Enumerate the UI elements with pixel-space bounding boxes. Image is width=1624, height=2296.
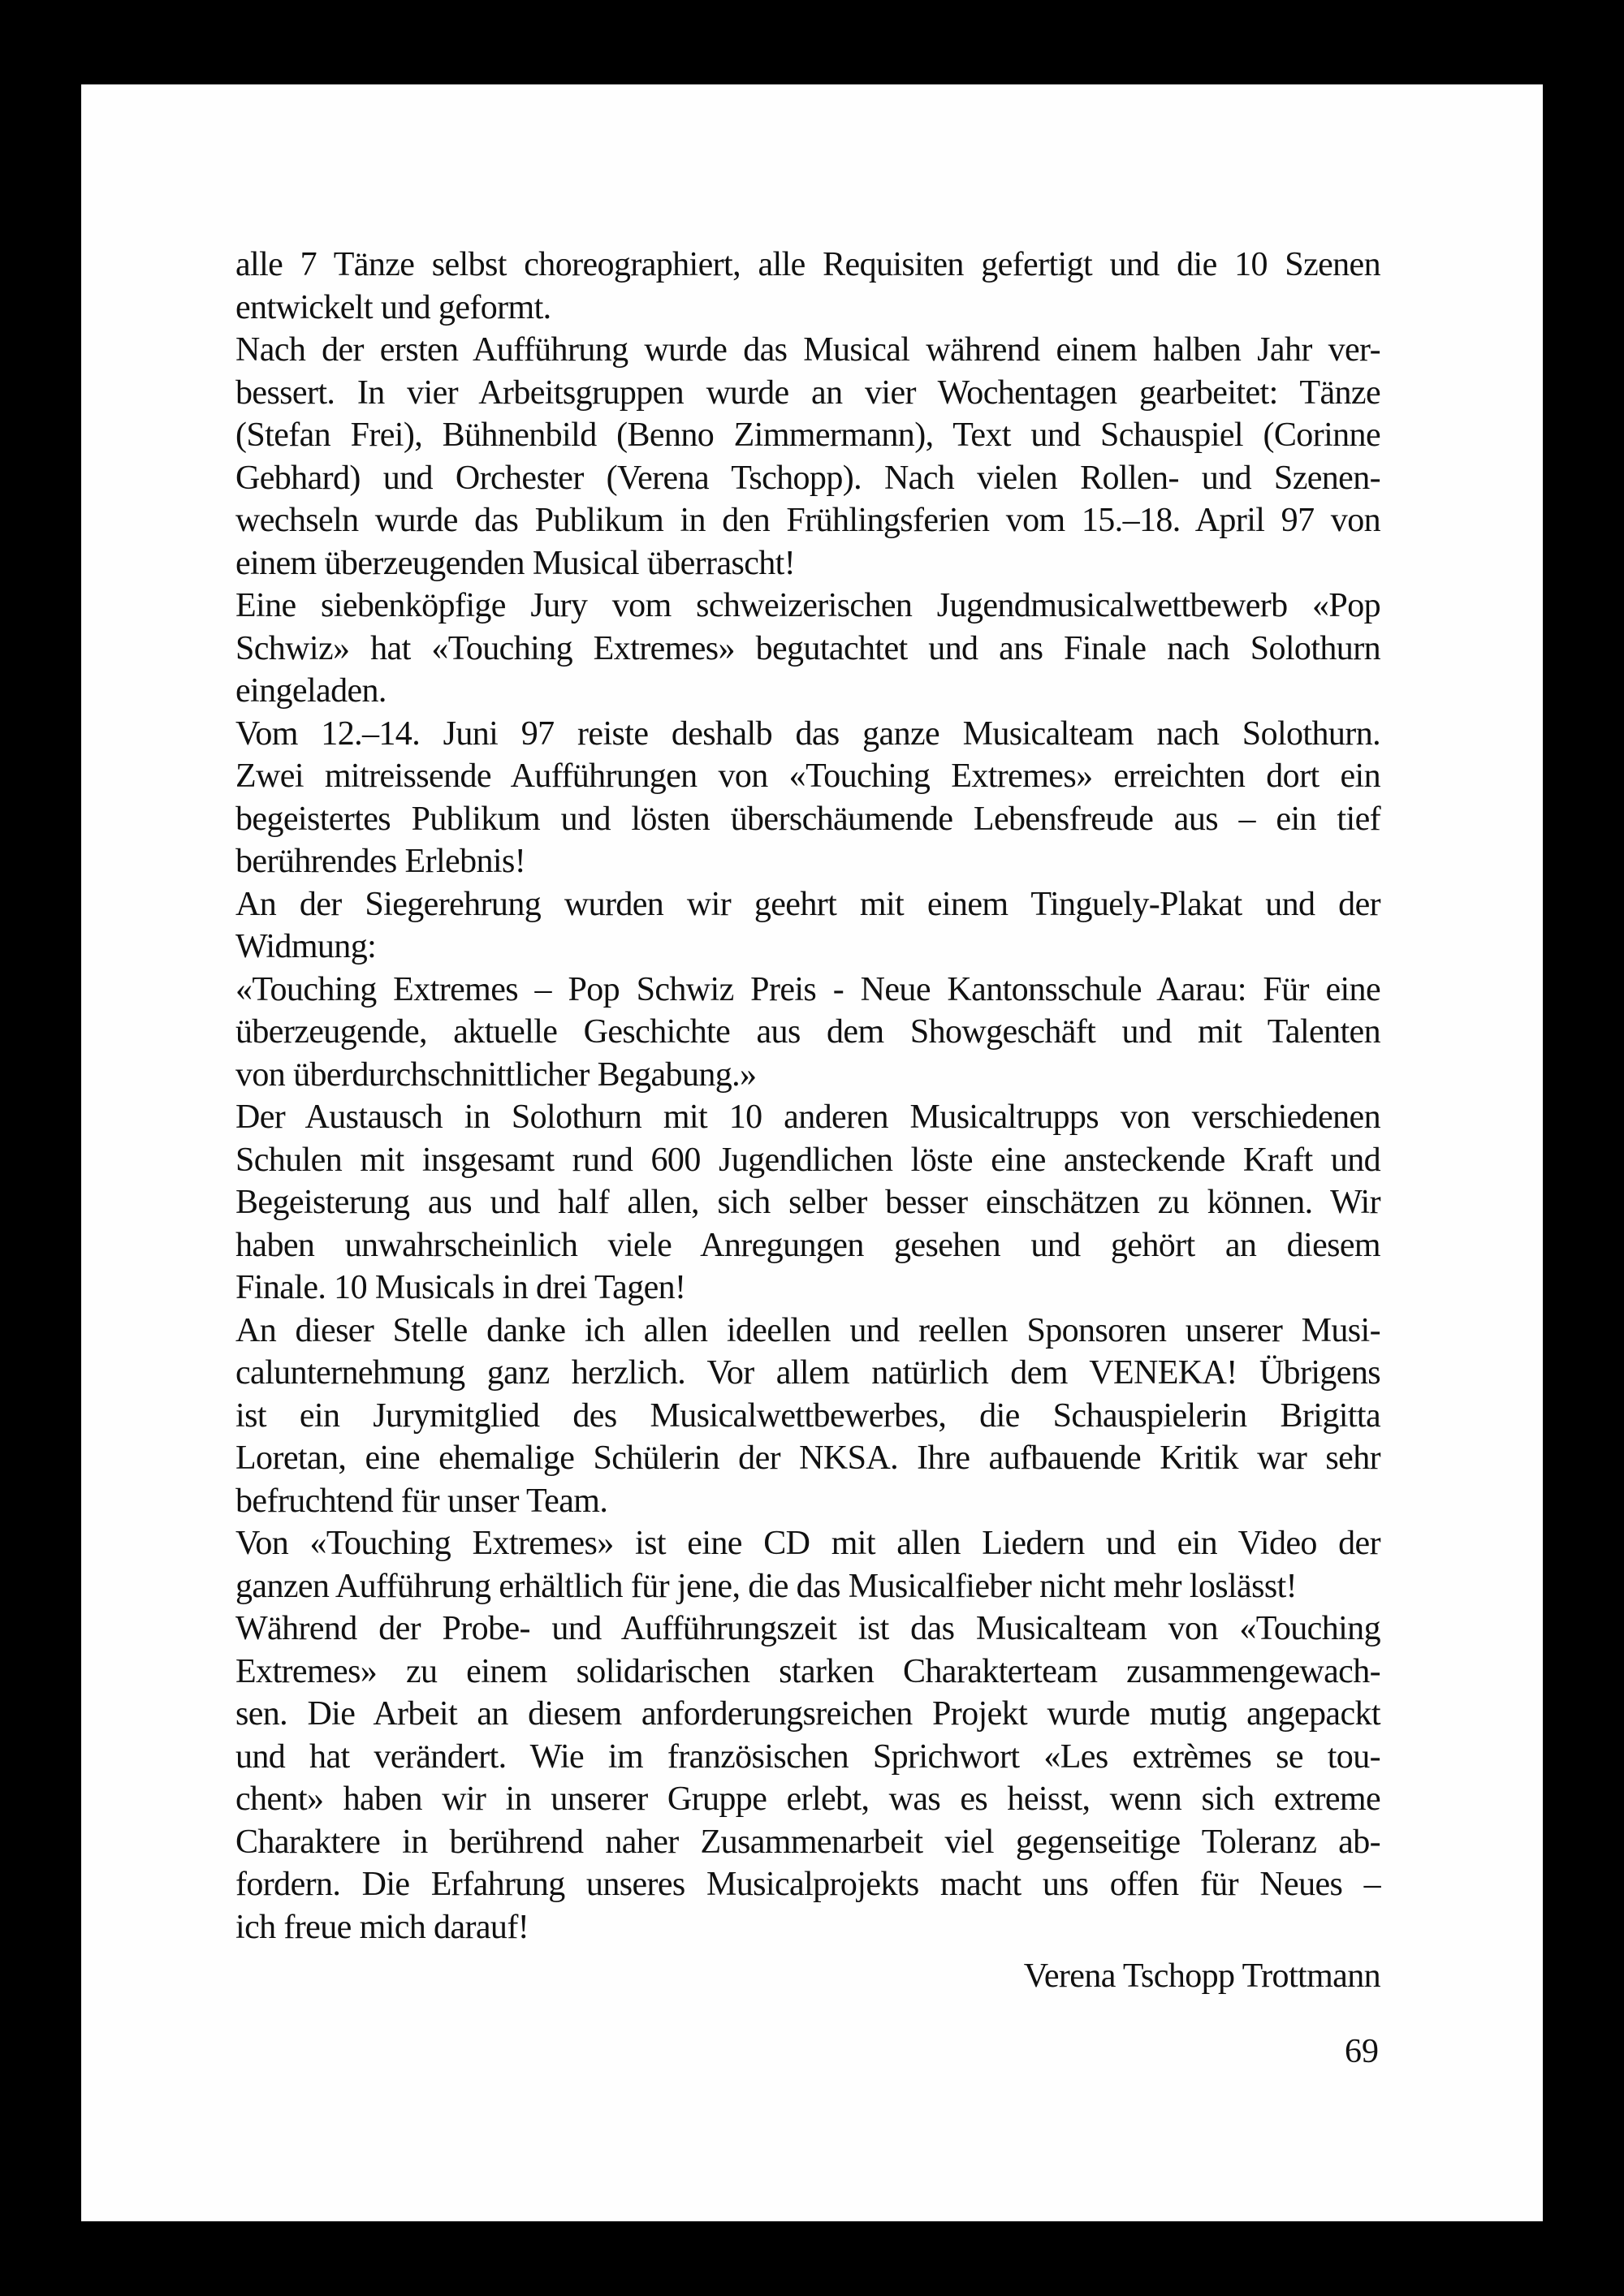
text-line: begeistertes Publikum und lösten überschäumende Lebensfreude aus – ein tief bbox=[235, 800, 1380, 838]
text-line: Zwei mitreissende Aufführungen von «Touching Extremes» erreichten dort ein bbox=[235, 757, 1380, 795]
text-line: Gebhard) und Orchester (Verena Tschopp). Nach vielen Rollen- und Szenen- bbox=[235, 459, 1380, 497]
text-line: von überdurchschnittlicher Begabung.» bbox=[235, 1055, 757, 1094]
text-line: sen. Die Arbeit an diesem anforderungsreichen Projekt wurde mutig angepackt bbox=[235, 1695, 1380, 1733]
paragraph bbox=[235, 244, 1380, 329]
paragraph bbox=[235, 969, 1380, 1097]
text-line: Von «Touching Extremes» ist eine CD mit allen Liedern und ein Video der bbox=[235, 1525, 1380, 1562]
text-line: wechseln wurde das Publikum in den Frühlingsferien vom 15.–18. April 97 von bbox=[235, 502, 1380, 539]
text-line: Begeisterung aus und half allen, sich selber besser einschätzen zu können. Wir bbox=[235, 1184, 1380, 1221]
text-line: einem überzeugenden Musical überrascht! bbox=[235, 544, 796, 582]
text-line: Finale. 10 Musicals in drei Tagen! bbox=[235, 1269, 686, 1306]
text-line: alle 7 Tänze selbst choreographiert, alle Requisiten gefertigt und die 10 Szenen bbox=[235, 246, 1380, 283]
text-line: ich freue mich darauf! bbox=[235, 1908, 529, 1946]
paragraph bbox=[235, 585, 1380, 713]
text-line: eingeladen. bbox=[235, 672, 387, 710]
text-line: Der Austausch in Solothurn mit 10 anderen Musicaltrupps von verschiedenen bbox=[235, 1098, 1380, 1136]
text-line: befruchtend für unser Team. bbox=[235, 1482, 608, 1520]
text-line: ist ein Jurymitglied des Musicalwettbewerbes, die Schauspielerin Brigitta bbox=[235, 1396, 1380, 1435]
text-line: berührendes Erlebnis! bbox=[235, 843, 526, 880]
text-line: Loretan, eine ehemalige Schülerin der NKSA. Ihre aufbauende Kritik war sehr bbox=[235, 1439, 1380, 1477]
text-line: An dieser Stelle danke ich allen ideellen und reellen Sponsoren unserer Musi- bbox=[235, 1311, 1380, 1349]
text-line: calunternehmung ganz herzlich. Vor allem natürlich dem VENEKA! Übrigens bbox=[235, 1354, 1380, 1392]
page-number: 69 bbox=[1345, 2033, 1379, 2070]
paragraph bbox=[235, 1608, 1380, 1949]
body-text bbox=[235, 244, 1380, 1949]
text-line: (Stefan Frei), Bühnenbild (Benno Zimmermann), Text und Schauspiel (Corinne bbox=[235, 416, 1380, 454]
text-line: An der Siegerehrung wurden wir geehrt mit einem Tinguely-Plakat und der bbox=[235, 885, 1380, 923]
text-line: Schwiz» hat «Touching Extremes» begutachtet und ans Finale nach Solothurn bbox=[235, 629, 1380, 667]
text-line: Widmung: bbox=[235, 928, 377, 965]
paragraph bbox=[235, 713, 1380, 883]
paragraph bbox=[235, 1310, 1380, 1523]
text-line: Während der Probe- und Aufführungszeit ist das Musicalteam von «Touching bbox=[235, 1610, 1380, 1647]
text-line: Extremes» zu einem solidarischen starken Charakterteam zusammengewach- bbox=[235, 1652, 1380, 1690]
text-line: ganzen Aufführung erhältlich für jene, die das Musicalfieber nicht mehr loslässt! bbox=[235, 1567, 1298, 1605]
text-line: Nach der ersten Aufführung wurde das Musical während einem halben Jahr ver- bbox=[235, 331, 1380, 369]
paragraph bbox=[235, 1522, 1380, 1608]
text-line: überzeugende, aktuelle Geschichte aus dem Showgeschäft und mit Talenten bbox=[235, 1013, 1380, 1051]
text-line: Charaktere in berührend naher Zusammenarbeit viel gegenseitige Toleranz ab- bbox=[235, 1823, 1380, 1861]
text-line: Vom 12.–14. Juni 97 reiste deshalb das ganze Musicalteam nach Solothurn. bbox=[235, 714, 1380, 753]
text-line: chent» haben wir in unserer Gruppe erlebt, was es heisst, wenn sich extreme bbox=[235, 1780, 1380, 1818]
text-line: entwickelt und geformt. bbox=[235, 288, 551, 326]
text-line: haben unwahrscheinlich viele Anregungen gesehen und gehört an diesem bbox=[235, 1226, 1380, 1264]
text-line: bessert. In vier Arbeitsgruppen wurde an vier Wochentagen gearbeitet: Tänze bbox=[235, 373, 1380, 412]
paragraph bbox=[235, 329, 1380, 585]
text-line: fordern. Die Erfahrung unseres Musicalprojekts macht uns offen für Neues – bbox=[235, 1866, 1380, 1903]
paragraph bbox=[235, 883, 1380, 969]
author-signature: Verena Tschopp Trottmann bbox=[1023, 1957, 1380, 1995]
text-line: Eine siebenköpfige Jury vom schweizerischen Jugendmusicalwettbewerb «Pop bbox=[235, 587, 1380, 624]
text-line: und hat verändert. Wie im französischen Sprichwort «Les extrèmes se tou- bbox=[235, 1737, 1380, 1776]
paragraph bbox=[235, 1096, 1380, 1310]
text-line: «Touching Extremes – Pop Schwiz Preis - Neue Kantonsschule Aarau: Für eine bbox=[235, 970, 1380, 1008]
text-line: Schulen mit insgesamt rund 600 Jugendlichen löste eine ansteckende Kraft und bbox=[235, 1141, 1380, 1179]
